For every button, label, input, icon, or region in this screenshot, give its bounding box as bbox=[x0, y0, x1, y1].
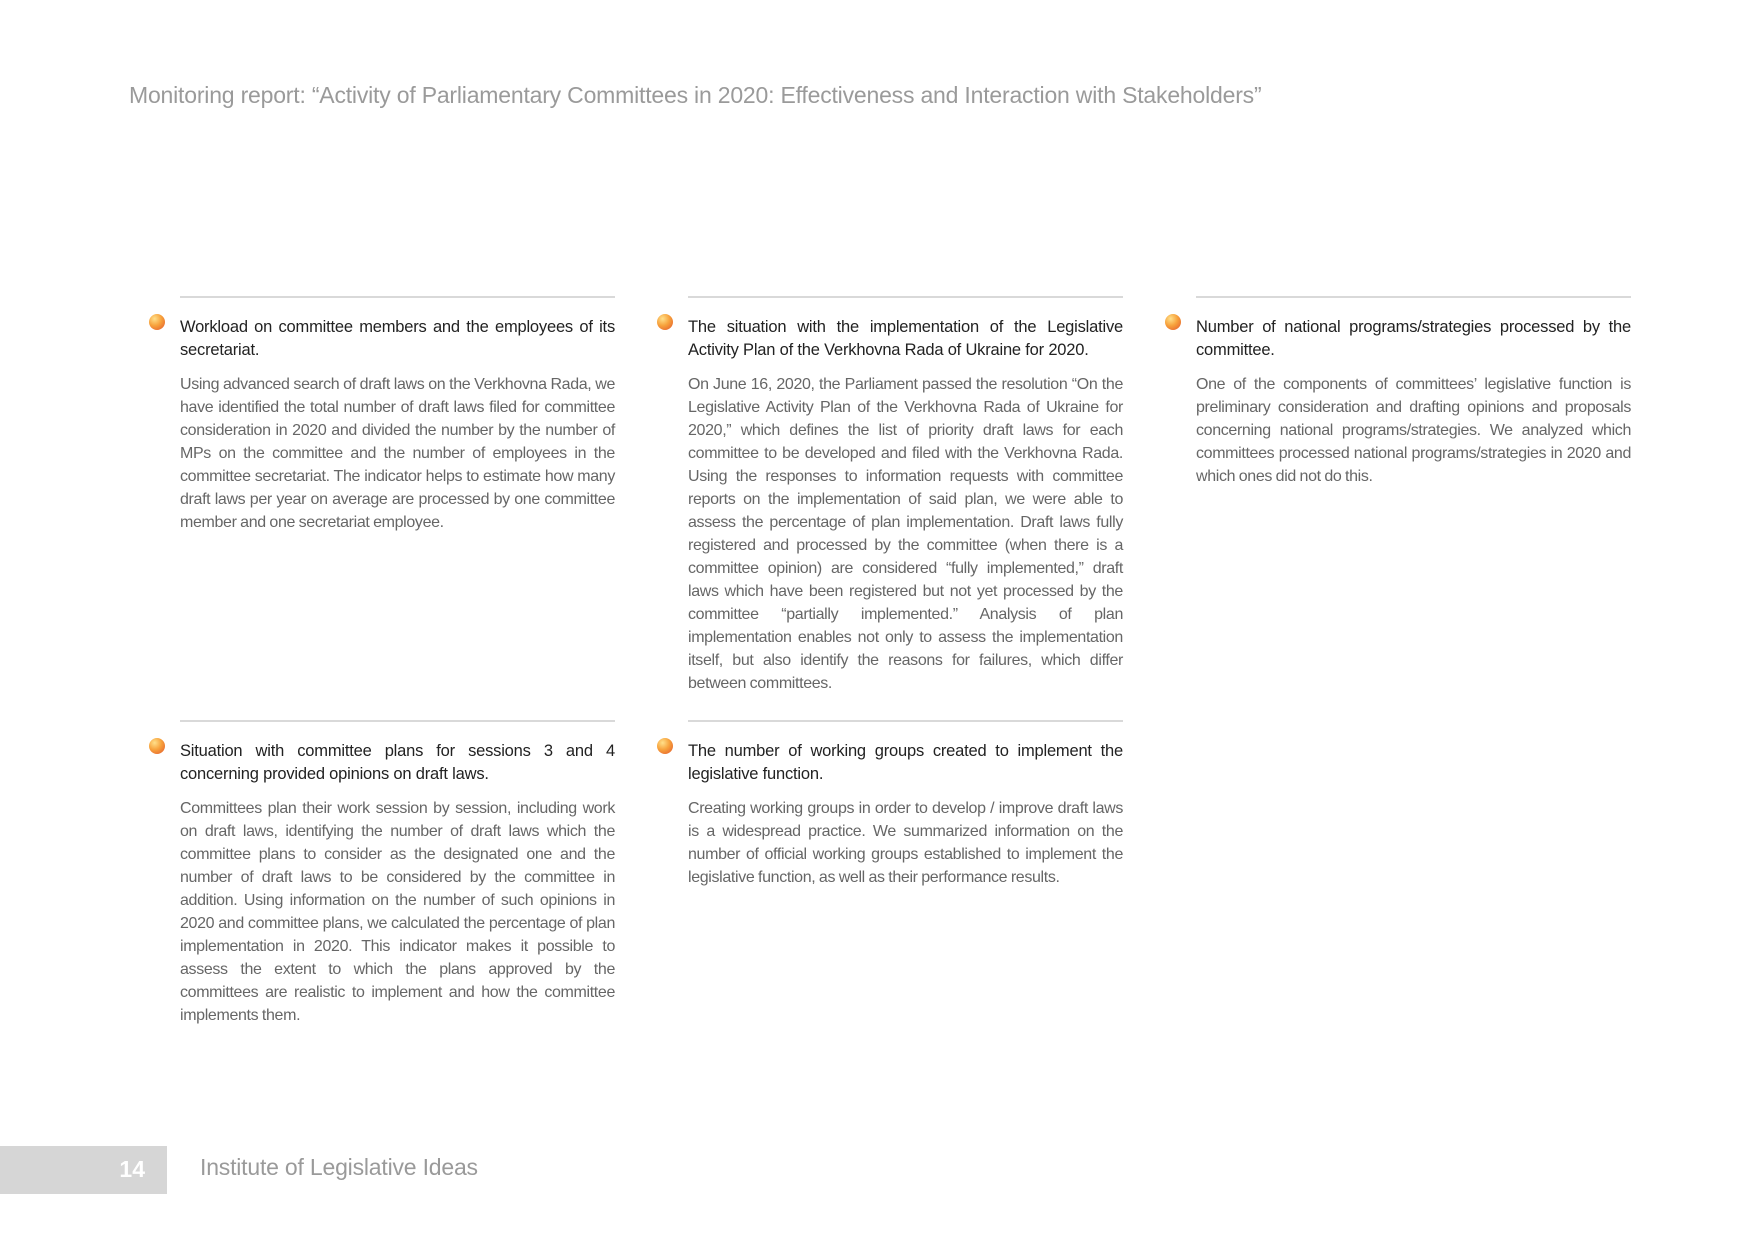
section-body: One of the components of committees’ legislative function is preliminary consideration and drafting opinions and proposals concerning national programs/strategies. We analyzed which committees processed national programs/strategies in 2020 and which ones did not do this. bbox=[1196, 376, 1631, 485]
section-divider bbox=[180, 296, 615, 298]
section-heading: Situation with committee plans for sessions 3 and 4 concerning provided opinions on draft laws. bbox=[180, 742, 615, 783]
section-body: Committees plan their work session by session, including work on draft laws, identifying the number of draft laws which the committee plans to consider as the designated one and the number of draft laws to be considered by the committee in addition. Using information on the number of such opinions in 2020 and committee plans, we calculated the percentage of plan implementation in 2020. This indicator makes it possible to assess the extent to which the plans approved by the committees are realistic to implement and how the committee implements them. bbox=[180, 800, 615, 1024]
section-heading: Workload on committee members and the employees of its secretariat. bbox=[180, 318, 615, 359]
section-divider bbox=[180, 720, 615, 722]
section-committee-plans bbox=[180, 720, 615, 1027]
bullet-dot-icon bbox=[1165, 314, 1181, 330]
section-divider bbox=[688, 720, 1123, 722]
section-legislative-plan bbox=[688, 296, 1123, 695]
page-number: 14 bbox=[119, 1156, 145, 1182]
section-workload bbox=[180, 296, 615, 534]
footer-organization: Institute of Legislative Ideas bbox=[200, 1154, 478, 1180]
section-body: Creating working groups in order to develop / improve draft laws is a widespread practice. We summarized information on the number of official working groups established to implement the legislative function, as well as their performance results. bbox=[688, 800, 1123, 886]
section-national-programs bbox=[1196, 296, 1631, 488]
section-working-groups bbox=[688, 720, 1123, 889]
section-body: On June 16, 2020, the Parliament passed the resolution “On the Legislative Activity Plan of the Verkhovna Rada of Ukraine for 2020,” which defines the list of priority draft laws for each committee to be developed and filed with the Verkhovna Rada. Using the responses to information requests with committee reports on the implementation of said plan, we were able to assess the percentage of plan implementation. Draft laws fully registered and processed by the committee (when there is a committee opinion) are considered “fully implemented,” draft laws which have been registered but not yet processed by the committee “partially implemented.” Analysis of plan implementation enables not only to assess the implementation itself, but also identify the reasons for failures, which differ between committees. bbox=[688, 376, 1123, 692]
section-heading: The number of working groups created to implement the legislative function. bbox=[688, 742, 1123, 783]
bullet-dot-icon bbox=[149, 314, 165, 330]
section-heading: The situation with the implementation of the Legislative Activity Plan of the Verkhovna Rada of Ukraine for 2020. bbox=[688, 318, 1123, 359]
bullet-dot-icon bbox=[657, 314, 673, 330]
section-divider bbox=[688, 296, 1123, 298]
section-divider bbox=[1196, 296, 1631, 298]
page-number-block bbox=[0, 1146, 167, 1194]
bullet-dot-icon bbox=[149, 738, 165, 754]
running-header: Monitoring report: “Activity of Parliamentary Committees in 2020: Effectiveness and Interaction with Stakeholders” bbox=[129, 82, 1262, 108]
section-heading: Number of national programs/strategies processed by the committee. bbox=[1196, 318, 1631, 359]
bullet-dot-icon bbox=[657, 738, 673, 754]
section-body: Using advanced search of draft laws on the Verkhovna Rada, we have identified the total number of draft laws filed for committee consideration in 2020 and divided the number by the number of MPs on the committee and the number of employees in the committee secretariat. The indicator helps to estimate how many draft laws per year on average are processed by one committee member and one secretariat employee. bbox=[180, 376, 615, 531]
